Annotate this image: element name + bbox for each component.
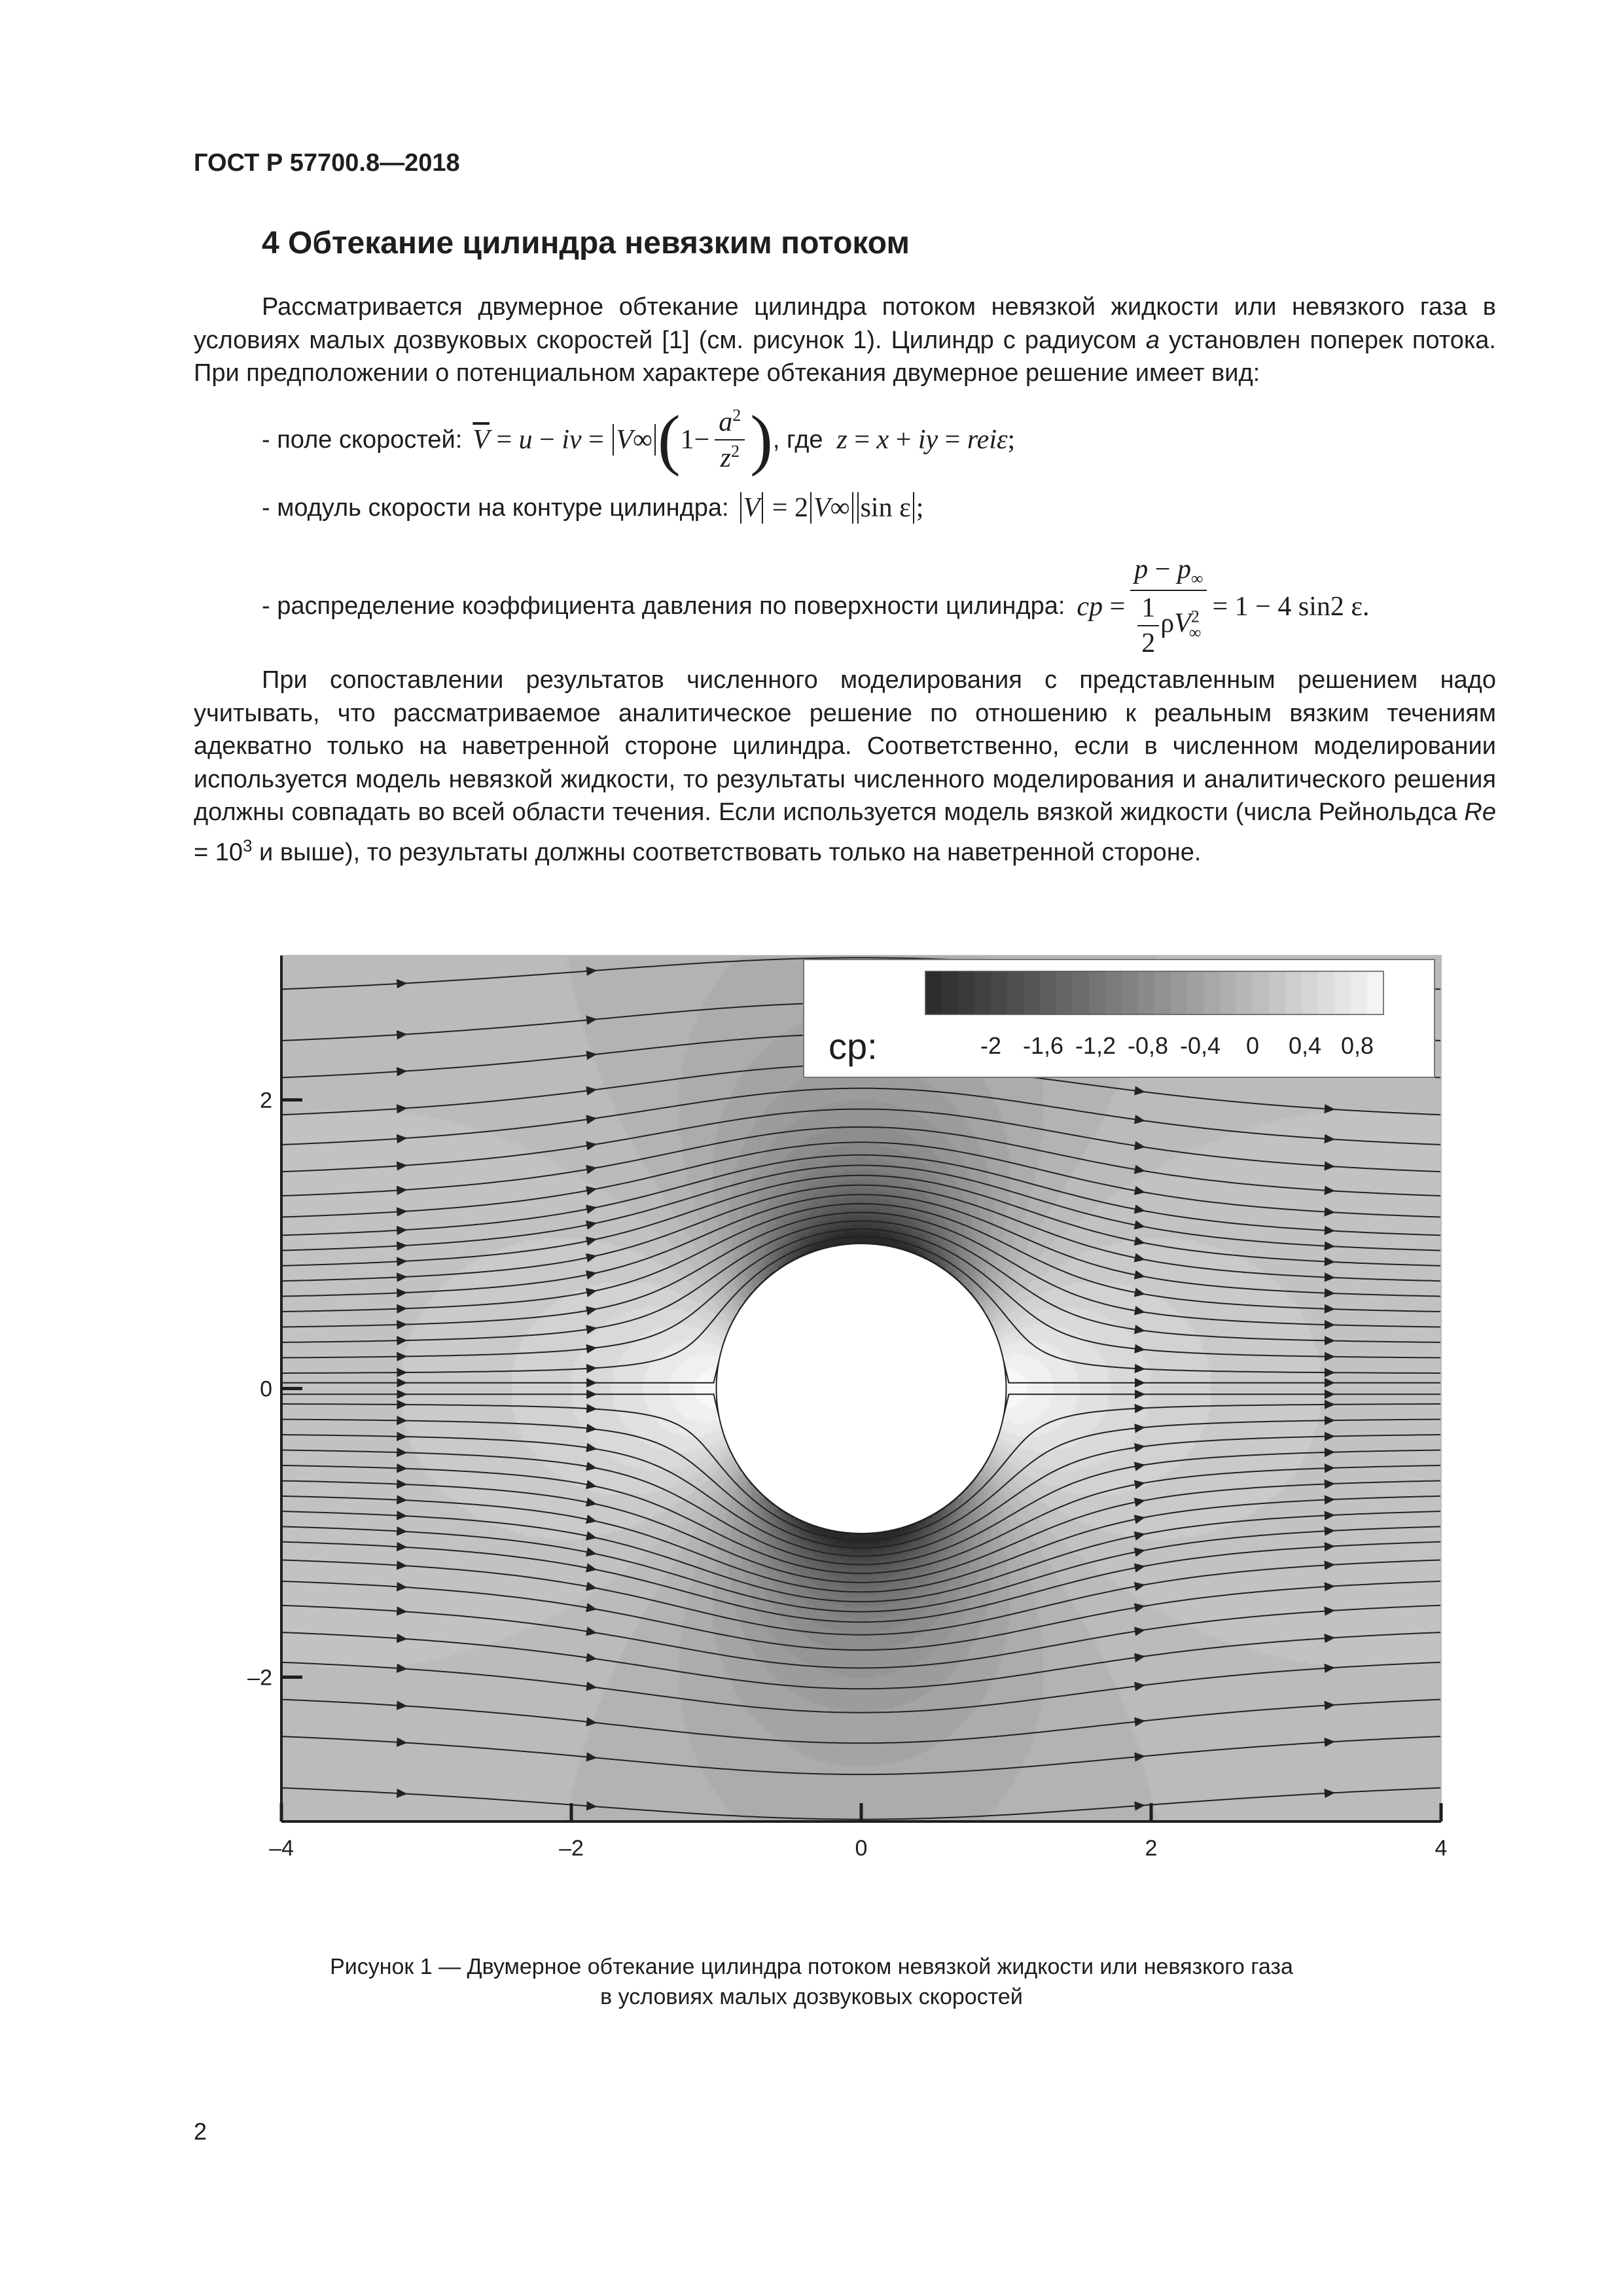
comparison-text-3: и выше), то результаты должны соответствовать только на наветренной стороне. <box>252 838 1202 867</box>
caption-line-2: в условиях малых дозвуковых скоростей <box>600 1984 1023 2009</box>
colorbar-swatch <box>1007 971 1024 1014</box>
colorbar-tick-label: 0 <box>1245 1032 1260 1059</box>
streamline-arrow <box>1135 1721 1141 1722</box>
streamline-arrow <box>1135 1119 1141 1120</box>
streamline-arrow <box>1325 1531 1330 1532</box>
document-code: ГОСТ Р 57700.8—2018 <box>194 149 460 177</box>
intro-text-2: установлен поперек потока. При предположении о потенциальном характере обтекания двумерное решение имеет вид: <box>194 326 1496 387</box>
colorbar-tick-label: -2 <box>980 1032 1002 1059</box>
streamline-arrow <box>397 1742 402 1743</box>
colorbar-swatch <box>1351 971 1368 1014</box>
streamline-arrow <box>397 1611 402 1612</box>
colorbar-swatch <box>1204 971 1221 1014</box>
radius-variable: a <box>1145 326 1160 354</box>
colorbar-swatch <box>1318 971 1335 1014</box>
formula-velocity-field: - поле скоростей: $\overline{V}$ = u − iv = V ∞ ( 1− $\frac{a^2}{z^2}$ ) , где z = x + iy = re iε ; <box>262 402 1016 477</box>
streamline-arrow <box>1135 1427 1141 1428</box>
x-tick-label: –4 <box>269 1836 294 1861</box>
colorbar-legend <box>804 960 1435 1077</box>
streamline-arrow <box>397 1211 402 1212</box>
colorbar-swatch <box>991 971 1008 1014</box>
colorbar <box>925 971 1384 1014</box>
colorbar-swatch <box>1154 971 1171 1014</box>
colorbar-swatch <box>1302 971 1319 1014</box>
streamline-arrow <box>587 1348 592 1349</box>
streamline-arrow <box>587 1428 592 1429</box>
colorbar-swatch <box>1138 971 1155 1014</box>
x-tick-label: –2 <box>559 1836 584 1861</box>
colorbar-swatch <box>1089 971 1106 1014</box>
streamline-arrow <box>1325 1705 1330 1706</box>
streamline-arrow <box>587 1722 592 1723</box>
streamline-arrow <box>1325 1793 1330 1794</box>
reynolds-symbol: Re <box>1464 798 1496 826</box>
streamline-arrow <box>397 1638 402 1639</box>
colorbar-swatch <box>1220 971 1237 1014</box>
colorbar-swatch <box>1269 971 1286 1014</box>
colorbar-swatch <box>1040 971 1057 1014</box>
streamline-arrow <box>587 1658 592 1659</box>
streamline-arrow <box>1135 1329 1141 1330</box>
formula-1-label: - поле скоростей: <box>262 425 463 454</box>
streamline-arrow <box>1135 1146 1141 1147</box>
y-tick-label: 0 <box>260 1376 272 1402</box>
intro-paragraph <box>194 291 1496 390</box>
caption-line-1: Рисунок 1 — Двумерное обтекание цилиндра потоком невязкой жидкости или невязкого газа <box>330 1954 1293 1979</box>
streamline-arrow <box>1135 1091 1141 1092</box>
streamline-arrow <box>1325 1212 1330 1213</box>
streamline-arrow <box>1325 1565 1330 1566</box>
formula-2-label: - модуль скорости на контуре цилиндра: <box>262 493 729 522</box>
cylinder <box>717 1244 1007 1534</box>
figure-caption <box>196 1952 1427 2012</box>
streamline-arrow <box>397 1668 402 1669</box>
colorbar-tick-label: -1,2 <box>1075 1032 1116 1059</box>
streamline-arrow <box>397 1190 402 1191</box>
colorbar-swatch <box>1285 971 1302 1014</box>
comparison-text-1: При сопоставлении результатов численного моделирования с представленным решением надо учитывать, что рассматриваемое аналитическое решение по отношению к реальным вязким течениям адекватно только на наветренной стороне цилиндра. Соответственно, если в численном моделировании используется модель невязкой жидкости, то результаты численного моделирования и аналитического решения должны совпадать во всей области течения. Если используется модель вязкой жидкости (числа Рейнольдса <box>194 666 1496 826</box>
streamline-arrow <box>587 1090 592 1091</box>
streamline-arrow <box>1135 1630 1141 1631</box>
streamline-arrow <box>1135 1465 1141 1466</box>
streamline-arrow <box>1135 1657 1141 1658</box>
streamline-arrow <box>1325 1246 1330 1247</box>
colorbar-swatch <box>974 971 991 1014</box>
colorbar-swatch <box>942 971 959 1014</box>
formula-velocity-modulus: - модуль скорости на контуре цилиндра: V = 2 V ∞ sin ε ; <box>262 493 924 523</box>
reynolds-exponent: 3 <box>243 835 253 855</box>
y-tick-label: –2 <box>247 1665 272 1691</box>
colorbar-swatch <box>958 971 975 1014</box>
section-title: 4 Обтекание цилиндра невязким потоком <box>262 226 910 260</box>
colorbar-label: cp: <box>829 1026 878 1067</box>
streamline-arrow <box>587 1408 592 1409</box>
streamline-arrow <box>1135 1686 1141 1687</box>
colorbar-swatch <box>1105 971 1122 1014</box>
colorbar-tick-label: -1,6 <box>1022 1032 1064 1059</box>
streamline-arrow <box>1135 1349 1141 1350</box>
colorbar-swatch <box>1024 971 1041 1014</box>
comparison-paragraph <box>194 664 1496 869</box>
colorbar-swatch <box>1253 971 1270 1014</box>
x-tick-label: 4 <box>1435 1836 1448 1861</box>
colorbar-tick-label: -0,8 <box>1127 1032 1169 1059</box>
streamline-arrow <box>587 1168 592 1169</box>
colorbar-swatch <box>1334 971 1351 1014</box>
comparison-text-2: = 10 <box>194 838 243 867</box>
colorbar-swatch <box>1367 971 1384 1014</box>
colorbar-swatch <box>1056 971 1073 1014</box>
formula-3-label: - распределение коэффициента давления по поверхности цилиндра: <box>262 592 1065 620</box>
streamline-arrow <box>397 1138 402 1139</box>
colorbar-swatch <box>1187 971 1204 1014</box>
colorbar-swatch <box>925 971 942 1014</box>
colorbar-tick-label: 0,8 <box>1340 1032 1374 1059</box>
streamline-arrow <box>1325 1638 1330 1639</box>
intro-text-1: Рассматривается двумерное обтекание цилиндра потоком невязкой жидкости или невязкого газа в условиях малых дозвуковых скоростей [1] (см. рисунок 1). Цилиндр с радиусом <box>194 293 1496 354</box>
figure-1 <box>247 949 1466 1878</box>
streamline-arrow <box>587 1607 592 1608</box>
formula-1-where: , где <box>772 425 823 454</box>
colorbar-swatch <box>1236 971 1253 1014</box>
formula-pressure-coefficient: - распределение коэффициента давления по поверхности цилиндра: c p = $p - p_\infty$ $\frac{1}{2}$ $\rho V^2_\infty$ = 1 − 4 sin 2 ε. <box>262 554 1370 659</box>
streamline-arrow <box>397 1071 402 1072</box>
streamline-arrow <box>1135 1447 1141 1448</box>
colorbar-swatch <box>1122 971 1139 1014</box>
x-tick-label: 0 <box>855 1836 868 1861</box>
page-number: 2 <box>194 2118 207 2145</box>
colorbar-swatch <box>1171 971 1188 1014</box>
colorbar-swatch <box>1073 971 1090 1014</box>
y-tick-label: 2 <box>260 1088 272 1113</box>
streamline-arrow <box>587 1054 592 1055</box>
cp-contour-plot <box>247 949 1466 1878</box>
streamline-arrow <box>1135 1311 1141 1312</box>
x-tick-label: 2 <box>1145 1836 1158 1861</box>
colorbar-tick-label: -0,4 <box>1179 1032 1221 1059</box>
colorbar-tick-label: 0,4 <box>1288 1032 1322 1059</box>
